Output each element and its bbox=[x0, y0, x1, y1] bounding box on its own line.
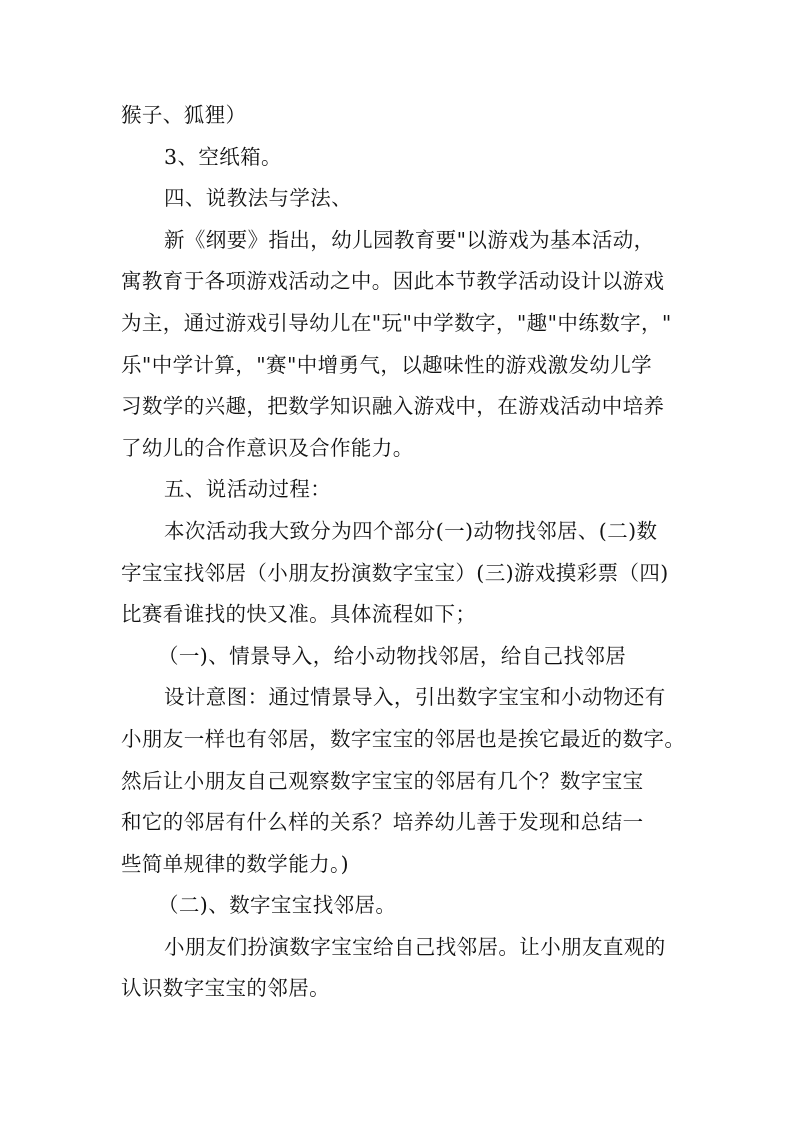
text-line: 比赛看谁找的快又准。具体流程如下； bbox=[121, 602, 477, 627]
text-line: 本次活动我大致分为四个部分(一)动物找邻居、(二)数 bbox=[164, 518, 658, 543]
text-line: 字宝宝找邻居（小朋友扮演数字宝宝）(三)游戏摸彩票（四) bbox=[121, 560, 669, 585]
text-line: 寓教育于各项游戏活动之中。因此本节教学活动设计以游戏 bbox=[121, 269, 665, 294]
text-line: 认识数字宝宝的邻居。 bbox=[121, 976, 330, 1001]
text-line: 和它的邻居有什么样的关系？培养幼儿善于发现和总结一 bbox=[121, 810, 644, 835]
subsection-heading: （一)、情景导入，给小动物找邻居，给自己找邻居 bbox=[158, 643, 627, 668]
section-heading: 四、说教法与学法、 bbox=[164, 186, 353, 211]
text-line: 乐"中学计算，"赛"中增勇气，以趣味性的游戏激发幼儿学 bbox=[121, 352, 653, 377]
text-line: 小朋友一样也有邻居，数字宝宝的邻居也是挨它最近的数字。 bbox=[121, 726, 686, 751]
body-text bbox=[121, 95, 686, 1010]
text-line: 新《纲要》指出，幼儿园教育要"以游戏为基本活动， bbox=[164, 227, 655, 252]
text-line: 3、空纸箱。 bbox=[164, 144, 282, 169]
text-line: 然后让小朋友自己观察数字宝宝的邻居有几个？数字宝宝 bbox=[121, 768, 644, 793]
subsection-heading: （二)、数字宝宝找邻居。 bbox=[158, 893, 397, 918]
text-line: 猴子、狐狸） bbox=[121, 103, 247, 127]
text-line: 了幼儿的合作意识及合作能力。 bbox=[121, 435, 414, 460]
text-line: 习数学的兴趣，把数学知识融入游戏中，在游戏活动中培养 bbox=[121, 394, 665, 419]
section-heading: 五、说活动过程： bbox=[164, 477, 332, 502]
text-line: 设计意图：通过情景导入，引出数字宝宝和小动物还有 bbox=[164, 685, 666, 710]
text-line: 些简单规律的数学能力。) bbox=[121, 851, 350, 876]
text-line: 为主，通过游戏引导幼儿在"玩"中学数字，"趣"中练数字，" bbox=[121, 310, 672, 335]
text-line: 小朋友们扮演数字宝宝给自己找邻居。让小朋友直观的 bbox=[164, 934, 666, 959]
